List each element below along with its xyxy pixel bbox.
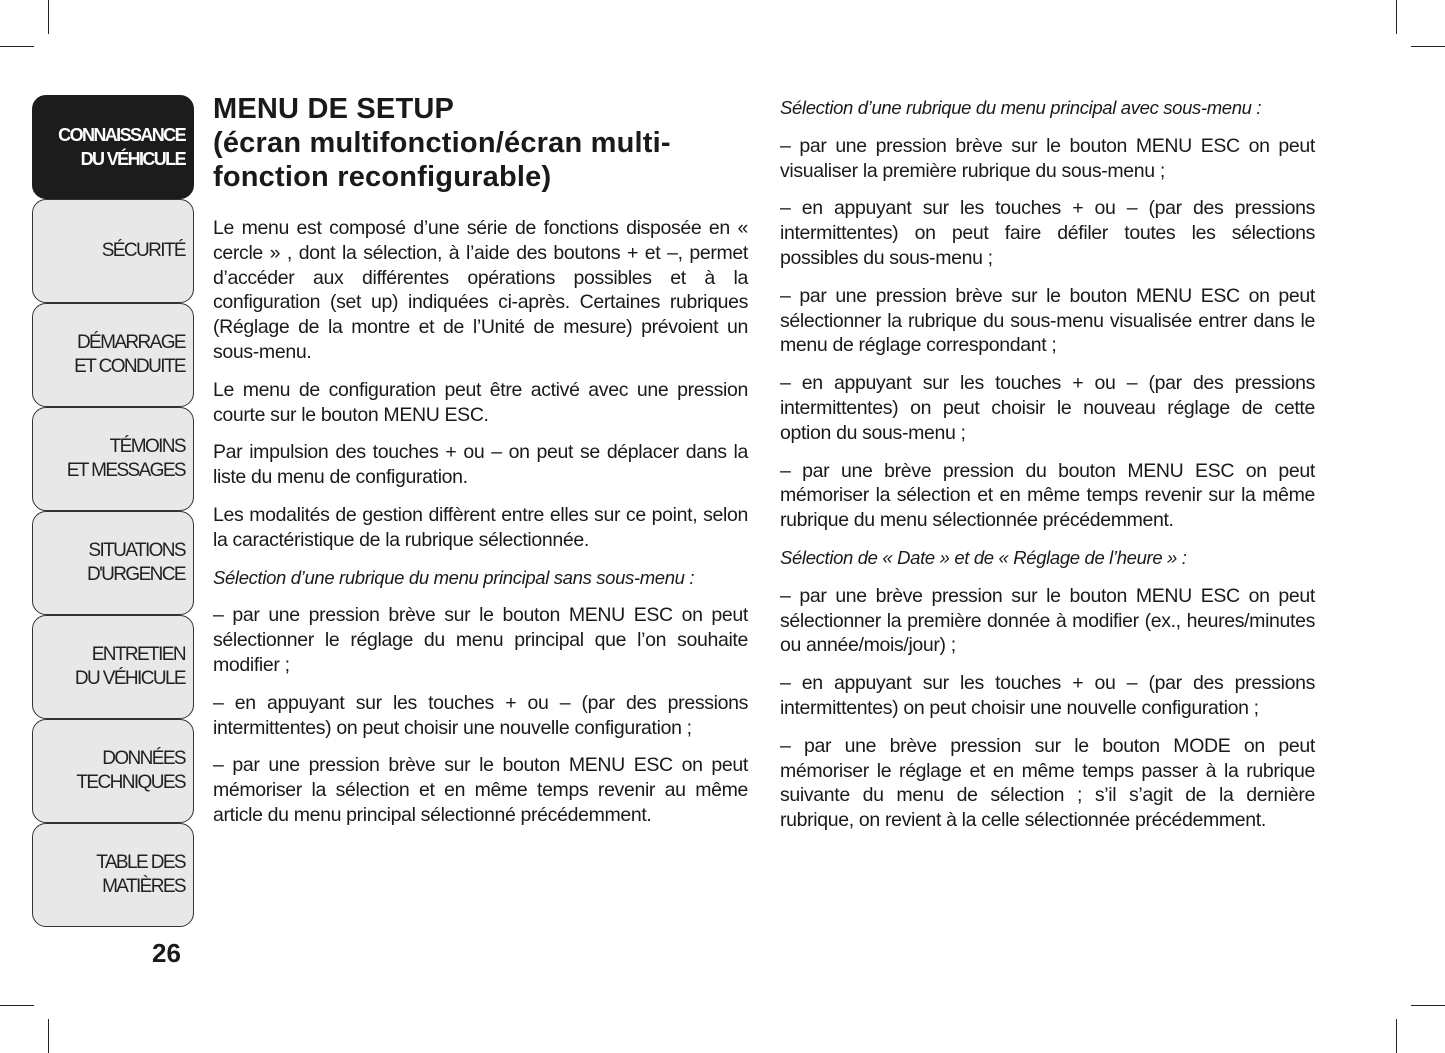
paragraph: Le menu est composé d’une série de fonctions disposée en « cercle » , dont la sélection, à l’aide des boutons + et –, permet d’accéder aux différentes opérations possibles et à la configuration (set up) indiquées ci-après. Certaines rubriques (Réglage de la montre et de l’Unité de mesure) prévoient un sous-menu. <box>213 217 748 363</box>
title-line: (écran multifonction/écran multi- <box>213 127 671 159</box>
chapter-tab-label: DU VÉHICULE <box>74 668 185 689</box>
paragraph: Le menu de configuration peut être activé avec une pression courte sur le bouton MENU ESC. <box>213 378 748 426</box>
paragraph: – par une brève pression du bouton MENU ESC on peut mémoriser la sélection et en même temps revenir sur la même rubrique du menu sélectionnée précédemment. <box>780 459 1315 532</box>
paragraph: – par une pression brève sur le bouton MENU ESC on peut mémoriser la sélection et en même temps revenir au même article du menu principal sélectionné précédemment. <box>213 754 748 826</box>
chapter-tab[interactable] <box>32 823 194 927</box>
chapter-tab[interactable] <box>32 303 194 407</box>
chapter-tab[interactable] <box>32 95 194 199</box>
section-subheading: Sélection de « Date » et de « Réglage de l’heure » : <box>780 546 1187 568</box>
paragraph: – par une brève pression sur le bouton MODE on peut mémoriser le réglage et en même temps passer à la rubrique suivante du menu de sélection ; s’il s’agit de la dernière rubrique, on revient à la celle sélectionnée précédemment. <box>780 734 1315 832</box>
chapter-tab-label: SITUATIONS <box>88 540 185 561</box>
chapter-tab-label: CONNAISSANCE <box>58 125 185 145</box>
right-column <box>780 96 1315 846</box>
page-title <box>213 92 748 194</box>
chapter-tab[interactable] <box>32 719 194 823</box>
page-number: 26 <box>152 938 181 968</box>
chapter-tab-label: TÉMOINS <box>109 436 185 457</box>
chapter-tab-label: DÉMARRAGE <box>76 332 185 353</box>
paragraph: – par une brève pression sur le bouton MENU ESC on peut sélectionner la première donnée à modifier (ex., heures/minutes ou année/mois/jour) ; <box>780 584 1315 657</box>
chapter-tab-label: ET CONDUITE <box>74 356 185 377</box>
crop-mark <box>0 1005 34 1006</box>
chapter-tab-label: ENTRETIEN <box>91 644 185 665</box>
chapter-tab-label: ET MESSAGES <box>66 460 185 481</box>
chapter-tab-label: DONNÉES <box>102 748 185 769</box>
paragraph: Les modalités de gestion diffèrent entre elles sur ce point, selon la caractéristique de la rubrique sélectionnée. <box>213 503 748 551</box>
crop-mark <box>1396 1019 1397 1053</box>
paragraph: – par une pression brève sur le bouton MENU ESC on peut sélectionner la rubrique du sous-menu visualisée entrer dans le menu de réglage correspondant ; <box>780 284 1315 357</box>
chapter-tab-label: SÉCURITÉ <box>101 240 185 261</box>
chapter-tab-label: DU VÉHICULE <box>80 149 185 169</box>
paragraph: – par une pression brève sur le bouton MENU ESC on peut sélectionner le réglage du menu principal que l’on souhaite modifier ; <box>213 604 748 676</box>
chapter-tab[interactable] <box>32 199 194 303</box>
paragraph: – en appuyant sur les touches + ou – (par des pressions intermittentes) on peut choisir une nouvelle configuration ; <box>213 691 748 739</box>
chapter-tab[interactable] <box>32 511 194 615</box>
section-subheading: Sélection d’une rubrique du menu principal sans sous-menu : <box>213 566 695 588</box>
chapter-tab-label: TECHNIQUES <box>76 772 185 793</box>
crop-mark <box>48 1019 49 1053</box>
left-column <box>213 92 748 841</box>
section-subheading: Sélection d’une rubrique du menu principal avec sous-menu : <box>780 97 1262 118</box>
crop-mark <box>1411 46 1445 47</box>
chapter-tab-label: D'URGENCE <box>87 564 185 585</box>
crop-mark <box>1396 0 1397 34</box>
paragraph: – par une pression brève sur le bouton MENU ESC on peut visualiser la première rubrique du sous-menu ; <box>780 134 1315 182</box>
paragraph: – en appuyant sur les touches + ou – (par des pressions intermittentes) on peut faire défiler toutes les sélections possibles du sous-menu ; <box>780 197 1315 269</box>
crop-mark <box>48 0 49 34</box>
paragraph: – en appuyant sur les touches + ou – (par des pressions intermittentes) on peut choisir le nouveau réglage de cette option du sous-menu ; <box>780 372 1315 444</box>
chapter-tab-label: TABLE DES MATIÈRES <box>96 852 185 897</box>
crop-mark <box>1411 1005 1445 1006</box>
chapter-tab[interactable] <box>32 615 194 719</box>
chapter-tabs <box>32 95 194 927</box>
title-line: fonction reconfigurable) <box>213 161 552 193</box>
title-line: MENU DE SETUP <box>213 93 455 125</box>
crop-mark <box>0 46 34 47</box>
paragraph: – en appuyant sur les touches + ou – (par des pressions intermittentes) on peut choisir une nouvelle configuration ; <box>780 672 1315 719</box>
paragraph: Par impulsion des touches + ou – on peut se déplacer dans la liste du menu de configuration. <box>213 441 748 489</box>
chapter-tab[interactable] <box>32 407 194 511</box>
